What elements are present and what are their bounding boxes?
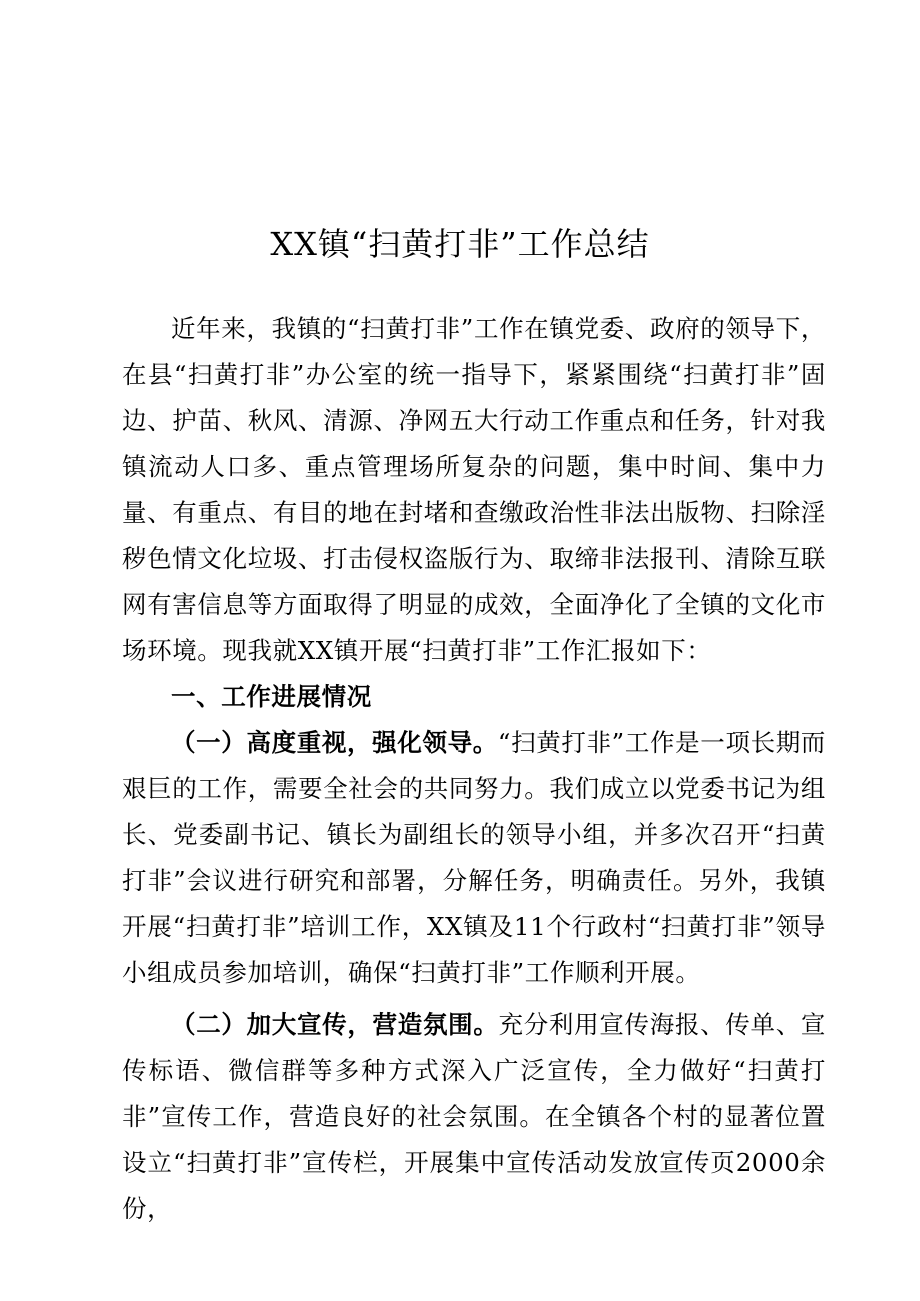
item-2-paragraph xyxy=(122,1002,826,1232)
intro-paragraph: 近年来，我镇的“扫黄打非”工作在镇党委、政府的领导下，在县“扫黄打非”办公室的统一指导下，紧紧围绕“扫黄打非”固边、护苗、秋风、清源、净网五大行动工作重点和任务，针对我镇流动人口多、重点管理场所复杂的问题，集中时间、集中力量、有重点、有目的地在封堵和查缴政治性非法出版物、扫除淫秽色情文化垃圾、打击侵权盗版行为、取缔非法报刊、清除互联网有害信息等方面取得了明显的成效，全面净化了全镇的文化市场环境。现我就XX镇开展“扫黄打非”工作汇报如下： xyxy=(122,314,826,665)
document-body xyxy=(122,306,826,1232)
section-heading: 一、工作进展情况 xyxy=(171,682,372,711)
item-2-lead: （二）加大宣传，营造氛围。 xyxy=(171,1010,499,1039)
item-1-paragraph xyxy=(122,720,826,996)
document-title: XX镇“扫黄打非”工作总结 xyxy=(270,225,650,263)
item-1-lead: （一）高度重视，强化领导。 xyxy=(171,728,498,757)
item-2-text: 充分利用宣传海报、传单、宣传标语、微信群等多种方式深入广泛宣传，全力做好“扫黄打非”宣传工作，营造良好的社会氛围。在全镇各个村的显著位置设立“扫黄打非”宣传栏，开展集中宣传活动发放宣传页2000余份， xyxy=(122,1010,826,1223)
item-1-text: “扫黄打非”工作是一项长期而艰巨的工作，需要全社会的共同努力。我们成立以党委书记为组长、党委副书记、镇长为副组长的领导小组，并多次召开“扫黄打非”会议进行研究和部署，分解任务，明确责任。另外，我镇开展“扫黄打非”培训工作，XX镇及11个行政村“扫黄打非”领导小组成员参加培训，确保“扫黄打非”工作顺利开展。 xyxy=(122,728,826,987)
